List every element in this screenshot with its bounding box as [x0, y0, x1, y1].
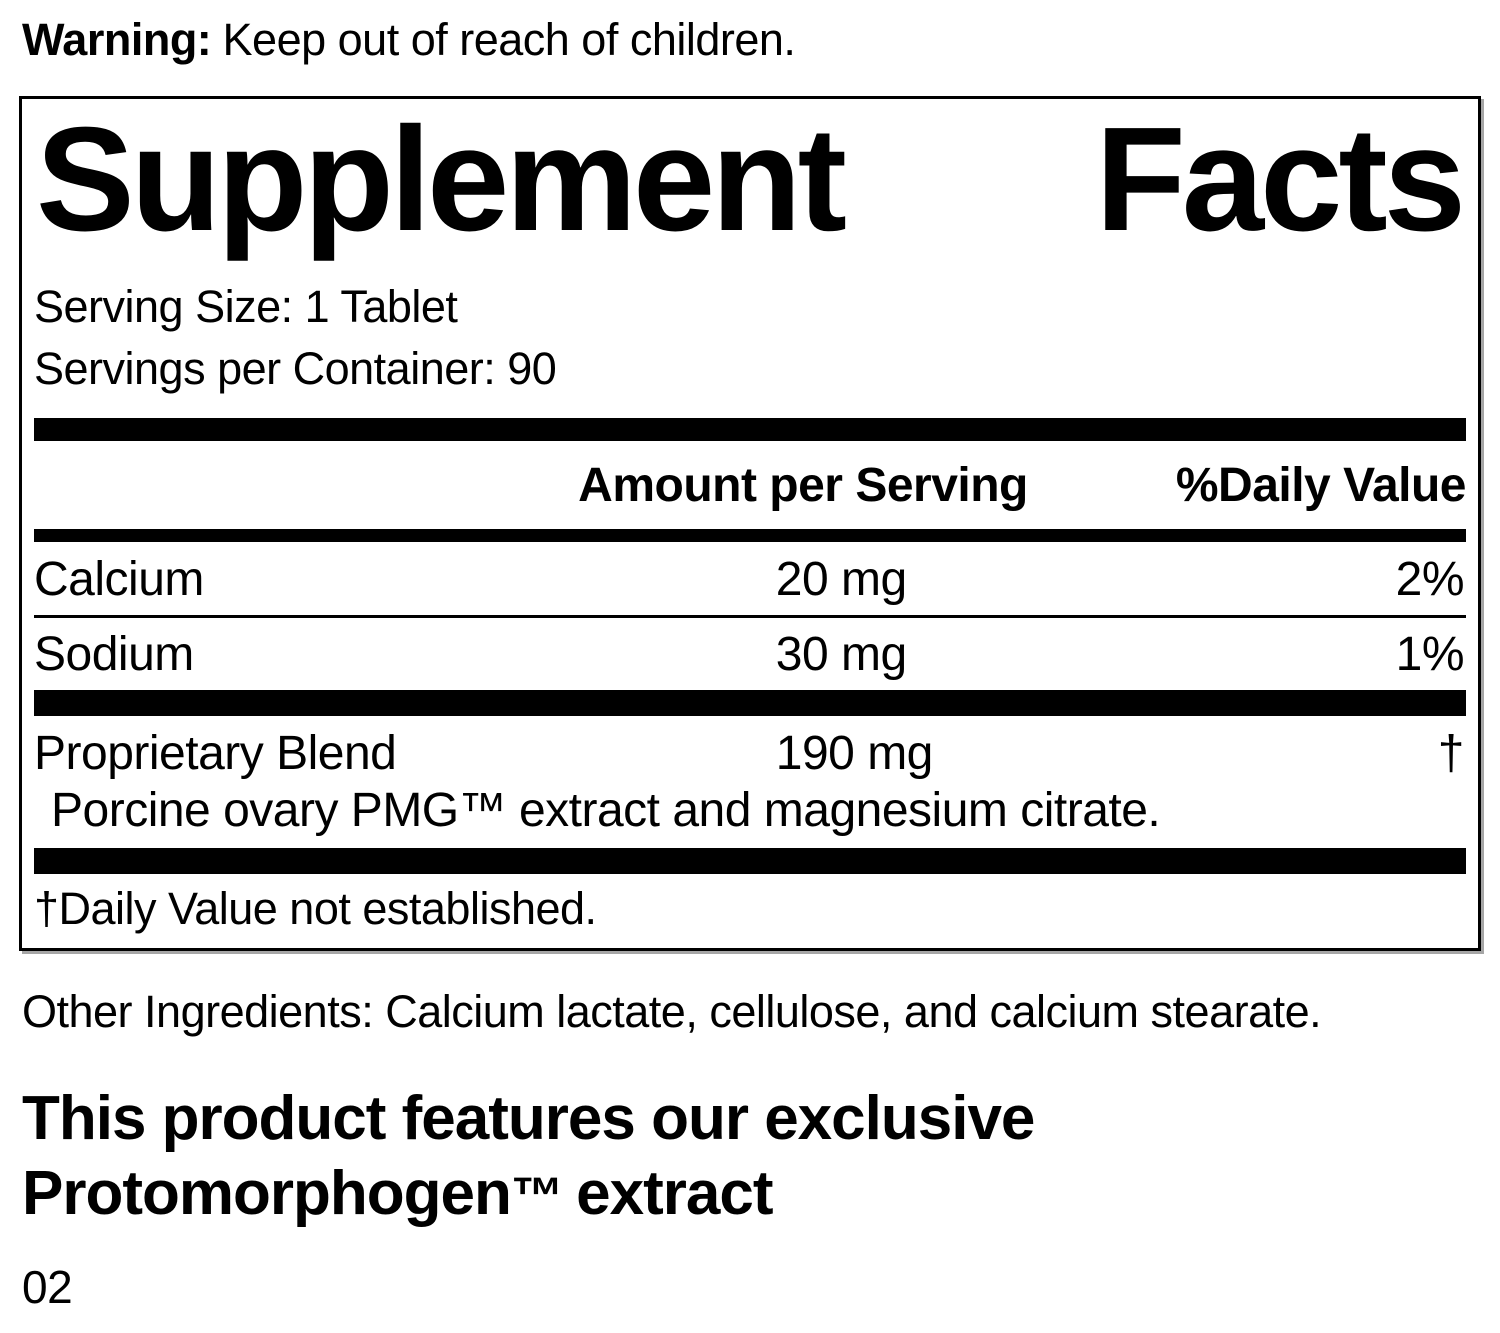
blend-ingredients-line: Porcine ovary PMG™ extract and magnesium citrate. — [51, 784, 1161, 838]
panel-title — [34, 96, 1466, 262]
divider-blend-bottom — [34, 848, 1466, 874]
serving-info — [34, 276, 1466, 400]
servings-per-container-line: Servings per Container: 90 — [34, 342, 557, 394]
amount-per-serving-header: Amount per Serving — [578, 458, 1028, 512]
warning-text: Keep out of reach of children. — [222, 14, 796, 65]
column-header-row — [34, 441, 1466, 529]
nutrient-name: Calcium — [34, 552, 204, 606]
nutrient-amount: 30 mg — [775, 627, 907, 681]
supplement-facts-panel — [19, 96, 1481, 951]
feature-line2-rest: extract — [576, 1159, 773, 1229]
trademark-symbol: ™ — [510, 1167, 563, 1227]
panel-title-word-supplement: Supplement — [36, 96, 843, 262]
warning-line — [22, 14, 1480, 66]
other-ingredients-line: Other Ingredients: Calcium lactate, cellulose, and calcium stearate. — [22, 985, 1322, 1037]
warning-label: Warning: — [22, 14, 212, 65]
nutrient-row-calcium — [34, 542, 1466, 618]
nutrient-daily-value: 1% — [1395, 627, 1464, 681]
label-code: 02 — [22, 1260, 73, 1313]
feature-statement — [22, 1081, 1480, 1232]
daily-value-header: %Daily Value — [1175, 458, 1466, 512]
divider-rows-bottom — [34, 690, 1466, 716]
panel-title-word-facts: Facts — [1095, 96, 1462, 262]
divider-header-top — [34, 418, 1466, 441]
nutrient-row-sodium — [34, 618, 1466, 690]
feature-line2 — [22, 1156, 1480, 1232]
divider-header-bottom — [34, 529, 1466, 542]
feature-brand-name: Protomorphogen — [22, 1159, 511, 1229]
serving-size-line: Serving Size: 1 Tablet — [34, 280, 458, 332]
blend-dagger: † — [1437, 726, 1464, 780]
daily-value-footnote: †Daily Value not established. — [34, 883, 597, 935]
nutrient-name: Sodium — [34, 627, 194, 681]
nutrient-amount: 20 mg — [775, 552, 907, 606]
nutrient-daily-value: 2% — [1395, 552, 1464, 606]
blend-amount: 190 mg — [775, 726, 933, 780]
blend-name: Proprietary Blend — [34, 726, 397, 780]
proprietary-blend-row — [34, 716, 1466, 780]
feature-line1: This product features our exclusive — [22, 1083, 1035, 1153]
